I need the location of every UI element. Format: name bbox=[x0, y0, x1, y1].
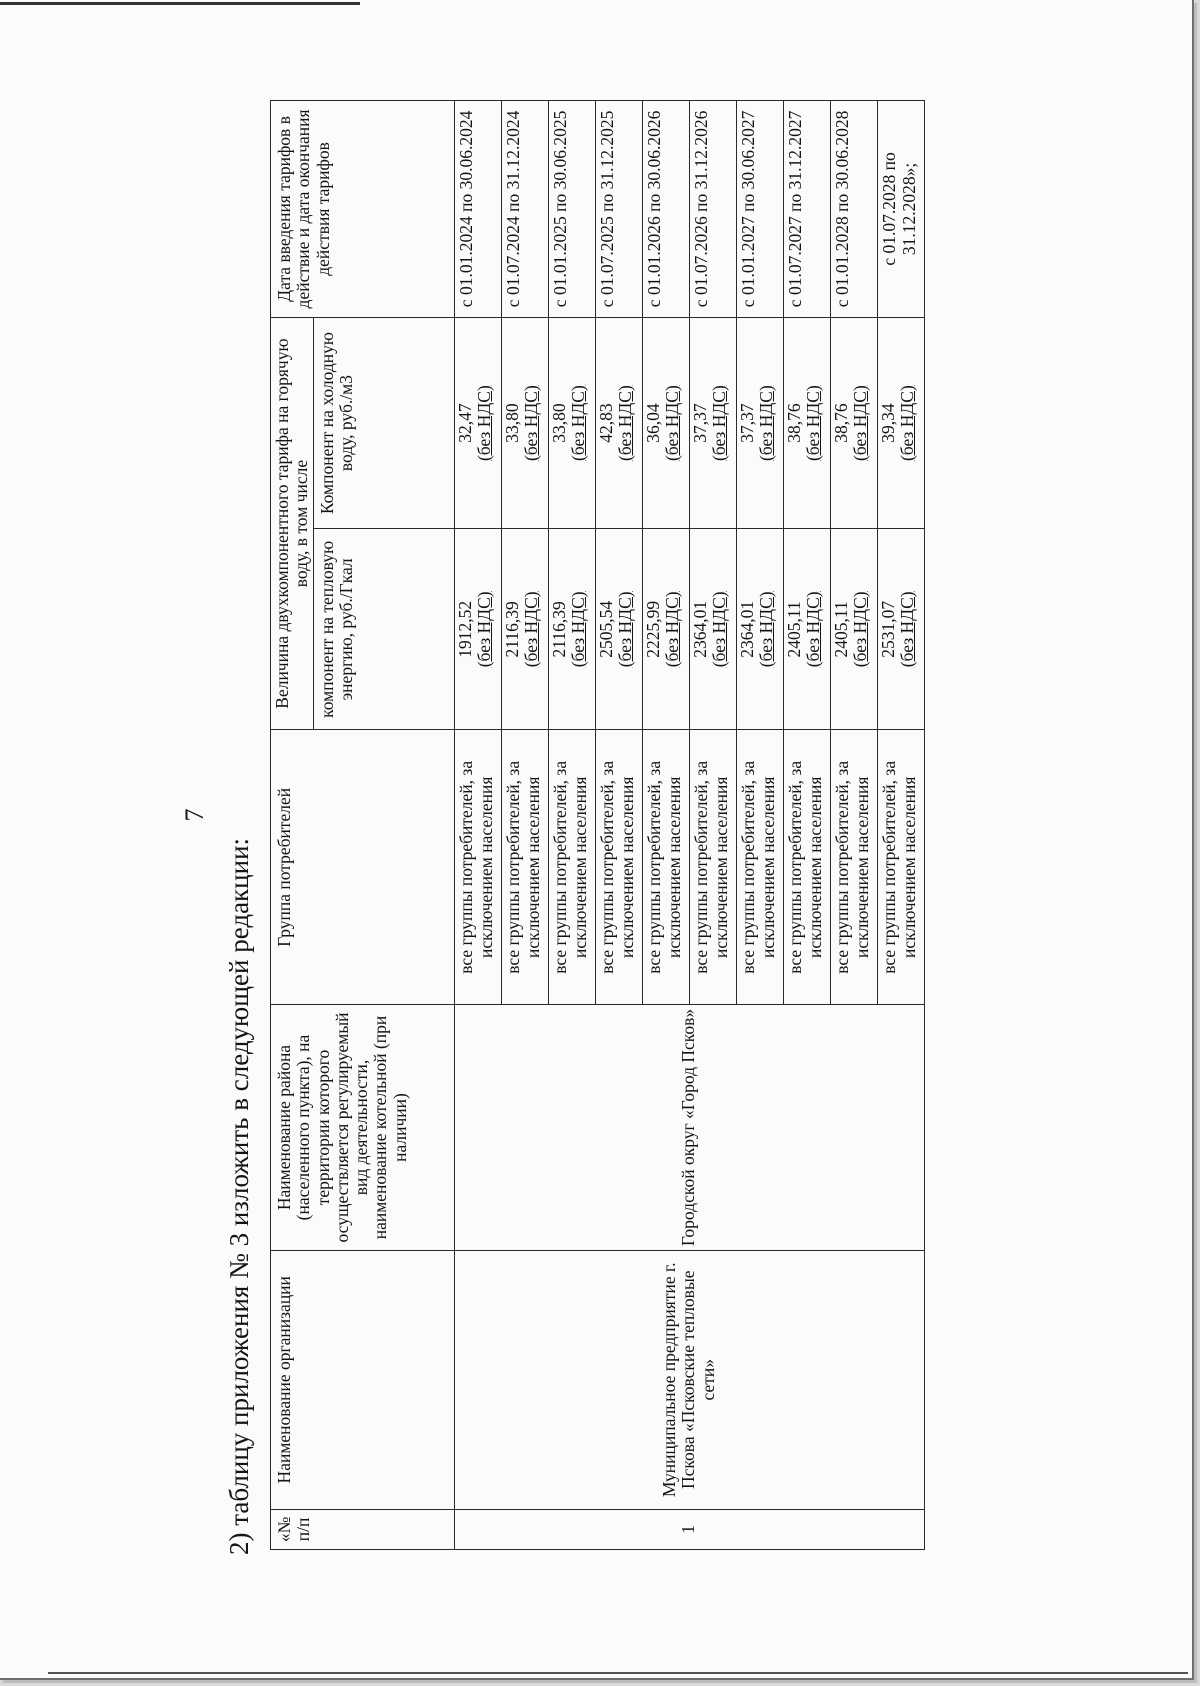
cell-heat-component bbox=[689, 529, 736, 730]
cell-cold-component bbox=[783, 317, 830, 529]
header-org: Наименование организации bbox=[271, 1250, 455, 1509]
heat-value: 2116,39 bbox=[548, 601, 569, 658]
scan-bottom-edge bbox=[48, 1672, 1188, 1674]
cell-cold-component bbox=[548, 317, 595, 529]
vat-note: (без НДС) bbox=[849, 591, 870, 668]
cell-cold-component bbox=[689, 317, 736, 529]
cell-consumer-group: все группы потребителей, за исключением населения bbox=[830, 730, 877, 1005]
vat-note: (без НДС) bbox=[661, 385, 682, 462]
header-area: Наименование района (населенного пункта), на территории которого осуществляется регулируемый вид деятельности, наименование котельной (при наличии) bbox=[271, 1005, 455, 1250]
cell-heat-component bbox=[830, 529, 877, 730]
cold-value: 39,34 bbox=[877, 403, 898, 443]
heat-value: 2364,01 bbox=[689, 600, 710, 658]
cell-tariff-period: с 01.07.2025 по 31.12.2025 bbox=[595, 101, 642, 318]
vat-note: (без НДС) bbox=[755, 591, 776, 668]
cell-consumer-group: все группы потребителей, за исключением населения bbox=[595, 730, 642, 1005]
cell-heat-component bbox=[595, 529, 642, 730]
cell-heat-component bbox=[877, 529, 924, 730]
cell-cold-component bbox=[642, 317, 689, 529]
header-group: Группа потребителей bbox=[271, 730, 455, 1005]
heat-value: 2405,11 bbox=[783, 601, 804, 658]
heat-value: 2225,99 bbox=[642, 600, 663, 658]
cell-consumer-group: все группы потребителей, за исключением населения bbox=[783, 730, 830, 1005]
vat-note: (без НДС) bbox=[661, 591, 682, 668]
cell-tariff-period: с 01.01.2027 по 30.06.2027 bbox=[736, 101, 783, 318]
cell-cold-component bbox=[595, 317, 642, 529]
cell-consumer-group: все группы потребителей, за исключением населения bbox=[689, 730, 736, 1005]
cell-tariff-period: с 01.01.2025 по 30.06.2025 bbox=[548, 101, 595, 318]
vat-note: (без НДС) bbox=[708, 385, 729, 462]
cell-tariff-period: с 01.07.2026 по 31.12.2026 bbox=[689, 101, 736, 318]
cell-tariff-period: с 01.07.2027 по 31.12.2027 bbox=[783, 101, 830, 318]
cell-consumer-group: все группы потребителей, за исключением населения bbox=[501, 730, 548, 1005]
cell-heat-component bbox=[783, 529, 830, 730]
cell-consumer-group: все группы потребителей, за исключением населения bbox=[736, 730, 783, 1005]
cell-heat-component bbox=[501, 529, 548, 730]
vat-note: (без НДС) bbox=[567, 385, 588, 462]
header-dates: Дата введения тарифов в действие и дата окончания действия тарифов bbox=[271, 101, 455, 318]
cold-value: 37,37 bbox=[736, 403, 757, 443]
tariff-table bbox=[270, 100, 925, 1550]
header-tariff: Величина двухкомпонентного тарифа на горячую воду, в том числе bbox=[271, 317, 314, 729]
scan-top-line bbox=[0, 2, 360, 5]
cell-consumer-group: все группы потребителей, за исключением населения bbox=[548, 730, 595, 1005]
vat-note: (без НДС) bbox=[614, 385, 635, 462]
cold-value: 38,76 bbox=[783, 403, 804, 443]
cell-tariff-period: с 01.01.2028 по 30.06.2028 bbox=[830, 101, 877, 318]
header-row-1 bbox=[271, 101, 314, 1550]
cell-record-number: 1 bbox=[454, 1509, 924, 1549]
heat-value: 2364,01 bbox=[736, 600, 757, 658]
table-body bbox=[454, 101, 924, 1550]
vat-note: (без НДС) bbox=[896, 591, 917, 668]
vat-note: (без НДС) bbox=[614, 591, 635, 668]
cell-cold-component bbox=[454, 317, 501, 529]
header-heat: компонент на тепловую энергию, руб./Гкал bbox=[313, 529, 454, 730]
page-number: 7 bbox=[180, 808, 209, 822]
heat-value: 2405,11 bbox=[830, 601, 851, 658]
cell-tariff-period: с 01.07.2028 по 31.12.2028»; bbox=[877, 101, 924, 318]
cell-consumer-group: все группы потребителей, за исключением населения bbox=[877, 730, 924, 1005]
cell-cold-component bbox=[501, 317, 548, 529]
cold-value: 36,04 bbox=[642, 403, 663, 443]
vat-note: (без НДС) bbox=[755, 385, 776, 462]
cell-tariff-period: с 01.07.2024 по 31.12.2024 bbox=[501, 101, 548, 318]
cell-heat-component bbox=[736, 529, 783, 730]
vat-note: (без НДС) bbox=[802, 591, 823, 668]
heat-value: 2116,39 bbox=[501, 601, 522, 658]
heat-value: 2505,54 bbox=[595, 600, 616, 658]
vat-note: (без НДС) bbox=[473, 385, 494, 462]
table-row bbox=[454, 101, 501, 1550]
cell-heat-component bbox=[454, 529, 501, 730]
vat-note: (без НДС) bbox=[473, 591, 494, 668]
cold-value: 32,47 bbox=[454, 403, 475, 443]
cell-tariff-period: с 01.01.2026 по 30.06.2026 bbox=[642, 101, 689, 318]
cold-value: 42,83 bbox=[595, 403, 616, 443]
cell-consumer-group: все группы потребителей, за исключением населения bbox=[454, 730, 501, 1005]
cell-area: Городской округ «Город Псков» bbox=[454, 1005, 924, 1250]
vat-note: (без НДС) bbox=[849, 385, 870, 462]
cold-value: 33,80 bbox=[548, 403, 569, 443]
rotated-content bbox=[180, 100, 940, 1555]
cell-heat-component bbox=[642, 529, 689, 730]
vat-note: (без НДС) bbox=[567, 591, 588, 668]
cell-cold-component bbox=[830, 317, 877, 529]
cell-heat-component bbox=[548, 529, 595, 730]
heat-value: 2531,07 bbox=[877, 600, 898, 658]
cold-value: 33,80 bbox=[501, 403, 522, 443]
header-cold: Компонент на холодную воду, руб./м3 bbox=[313, 317, 454, 529]
cell-cold-component bbox=[877, 317, 924, 529]
cell-organization: Муниципальное предприятие г. Пскова «Псковские тепловые сети» bbox=[454, 1250, 924, 1509]
cell-tariff-period: с 01.01.2024 по 30.06.2024 bbox=[454, 101, 501, 318]
header-num: «№ п/п bbox=[271, 1509, 455, 1549]
vat-note: (без НДС) bbox=[802, 385, 823, 462]
cell-cold-component bbox=[736, 317, 783, 529]
intro-text: 2) таблицу приложения № 3 изложить в следующей редакции: bbox=[224, 837, 254, 1555]
cold-value: 38,76 bbox=[830, 403, 851, 443]
vat-note: (без НДС) bbox=[520, 385, 541, 462]
vat-note: (без НДС) bbox=[896, 385, 917, 462]
cold-value: 37,37 bbox=[689, 403, 710, 443]
vat-note: (без НДС) bbox=[708, 591, 729, 668]
cell-consumer-group: все группы потребителей, за исключением населения bbox=[642, 730, 689, 1005]
vat-note: (без НДС) bbox=[520, 591, 541, 668]
heat-value: 1912,52 bbox=[454, 600, 475, 658]
